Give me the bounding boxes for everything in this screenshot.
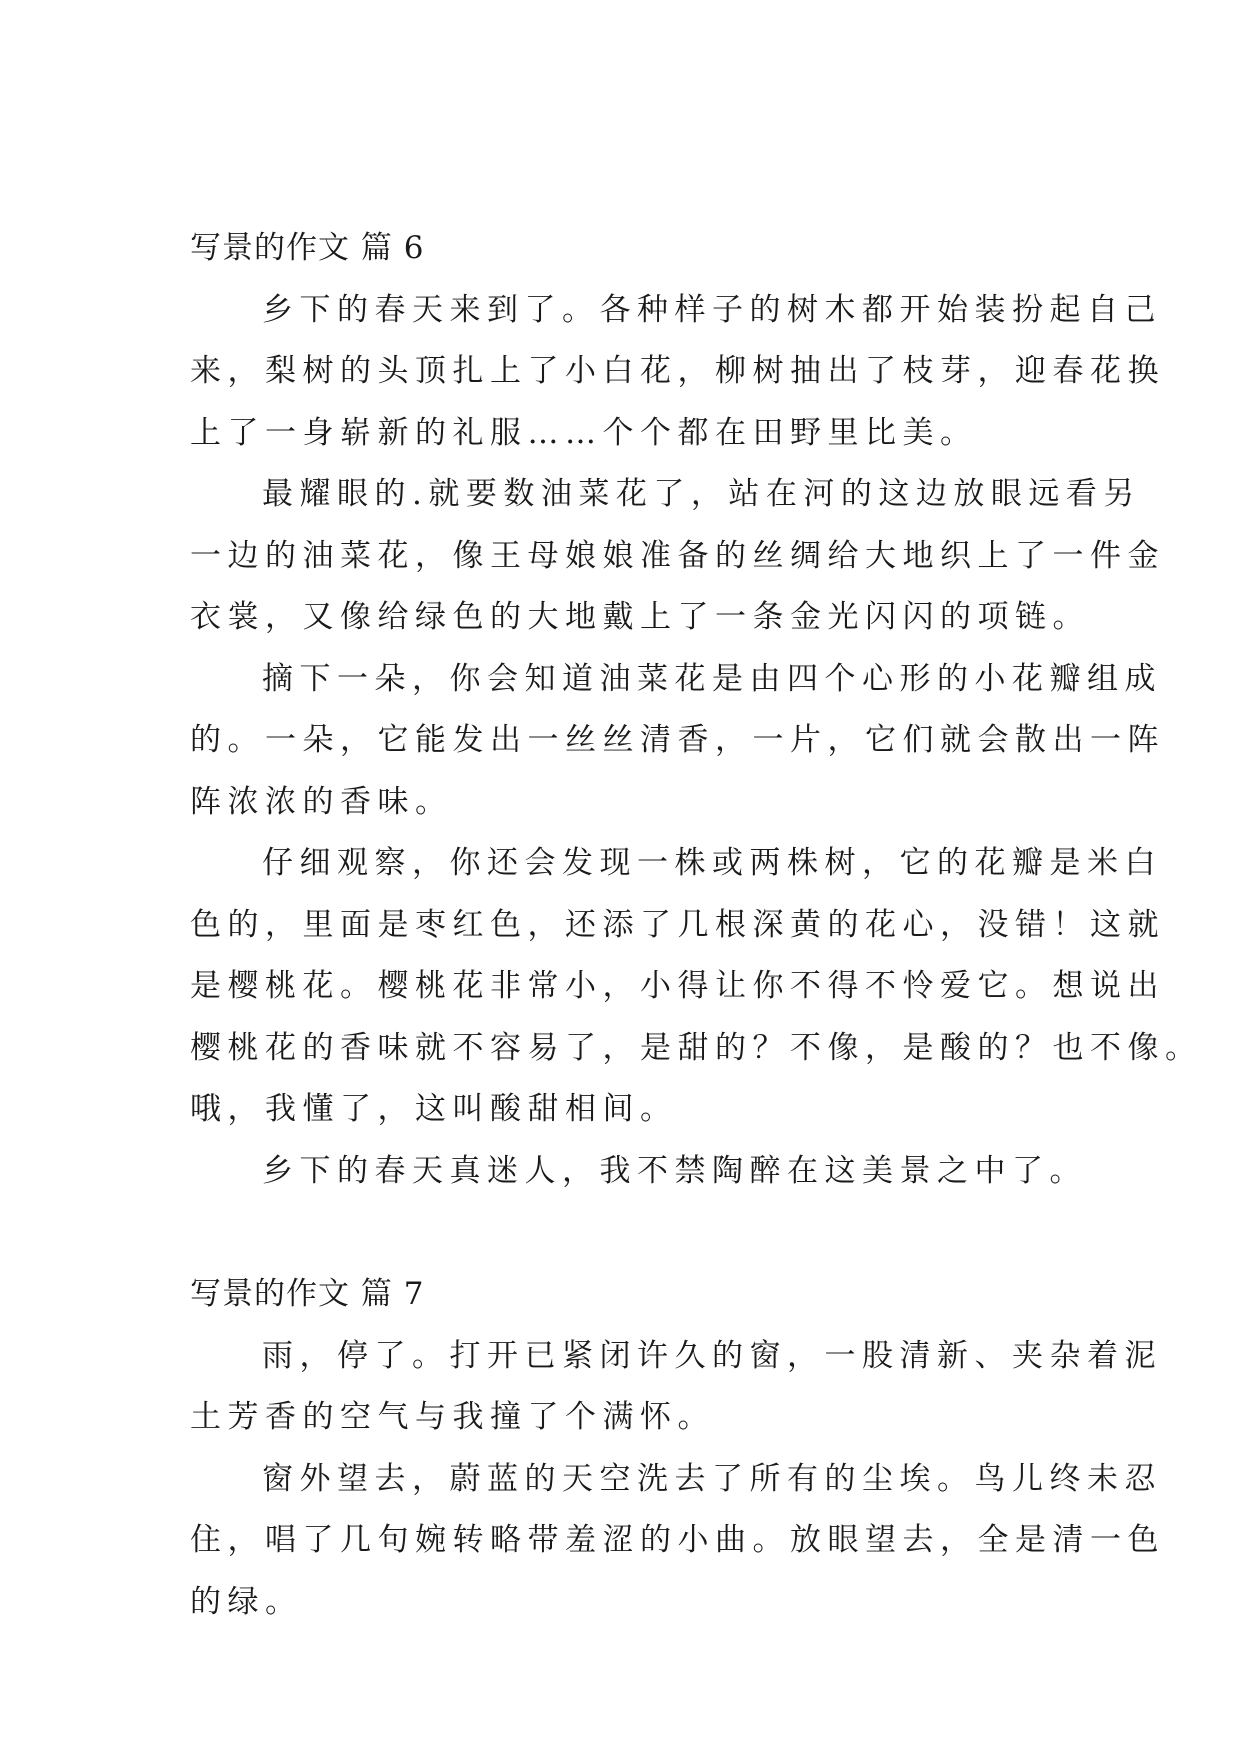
section-gap: [190, 1202, 1052, 1264]
paragraph-line: 衣裳，又像给绿色的大地戴上了一条金光闪闪的项链。: [190, 599, 1090, 635]
paragraph-line: 最耀眼的.就要数油菜花了，站在河的这边放眼远看另: [262, 476, 1141, 512]
paragraph-line: 来，梨树的头顶扎上了小白花，柳树抽出了枝芽，迎春花换: [190, 353, 1165, 389]
paragraph-line: 住，唱了几句婉转略带羞涩的小曲。放眼望去，全是清一色: [190, 1522, 1165, 1558]
paragraph-line: 色的，里面是枣红色，还添了几根深黄的花心，没错！这就: [190, 906, 1165, 943]
paragraph-line: 一边的油菜花，像王母娘娘准备的丝绸给大地织上了一件金: [190, 537, 1165, 574]
paragraph-line: 乡下的春天真迷人，我不禁陶醉在这美景之中了。: [262, 1152, 1087, 1189]
paragraph-line: 仔细观察，你还会发现一株或两株树，它的花瓣是米白: [262, 845, 1162, 881]
document-page: [190, 218, 1203, 1633]
paragraph-line: 雨，停了。打开已紧闭许久的窗，一股清新、夹杂着泥: [262, 1337, 1162, 1374]
section-heading: 写景的作文 篇 6: [190, 230, 425, 266]
paragraph-line: 是樱桃花。樱桃花非常小，小得让你不得不怜爱它。想说出: [190, 968, 1165, 1004]
paragraph-line: 窗外望去，蔚蓝的天空洗去了所有的尘埃。鸟儿终未忍: [262, 1460, 1162, 1497]
section-heading: 写景的作文 篇 7: [190, 1276, 425, 1312]
paragraph-line: 乡下的春天来到了。各种样子的树木都开始装扮起自己: [262, 291, 1162, 328]
paragraph-line: 樱桃花的香味就不容易了，是甜的？不像，是酸的？也不像。: [190, 1029, 1203, 1066]
paragraph-line: 上了一身崭新的礼服……个个都在田野里比美。: [190, 414, 978, 451]
paragraph-line: 土芳香的空气与我撞了个满怀。: [190, 1399, 715, 1435]
paragraph-line: 哦，我懂了，这叫酸甜相间。: [190, 1091, 678, 1127]
paragraph-line: 阵浓浓的香味。: [190, 783, 453, 820]
paragraph-line: 的绿。: [190, 1583, 303, 1620]
paragraph-line: 的。一朵，它能发出一丝丝清香，一片，它们就会散出一阵: [190, 722, 1165, 758]
paragraph-line: 摘下一朵，你会知道油菜花是由四个心形的小花瓣组成: [262, 660, 1162, 697]
